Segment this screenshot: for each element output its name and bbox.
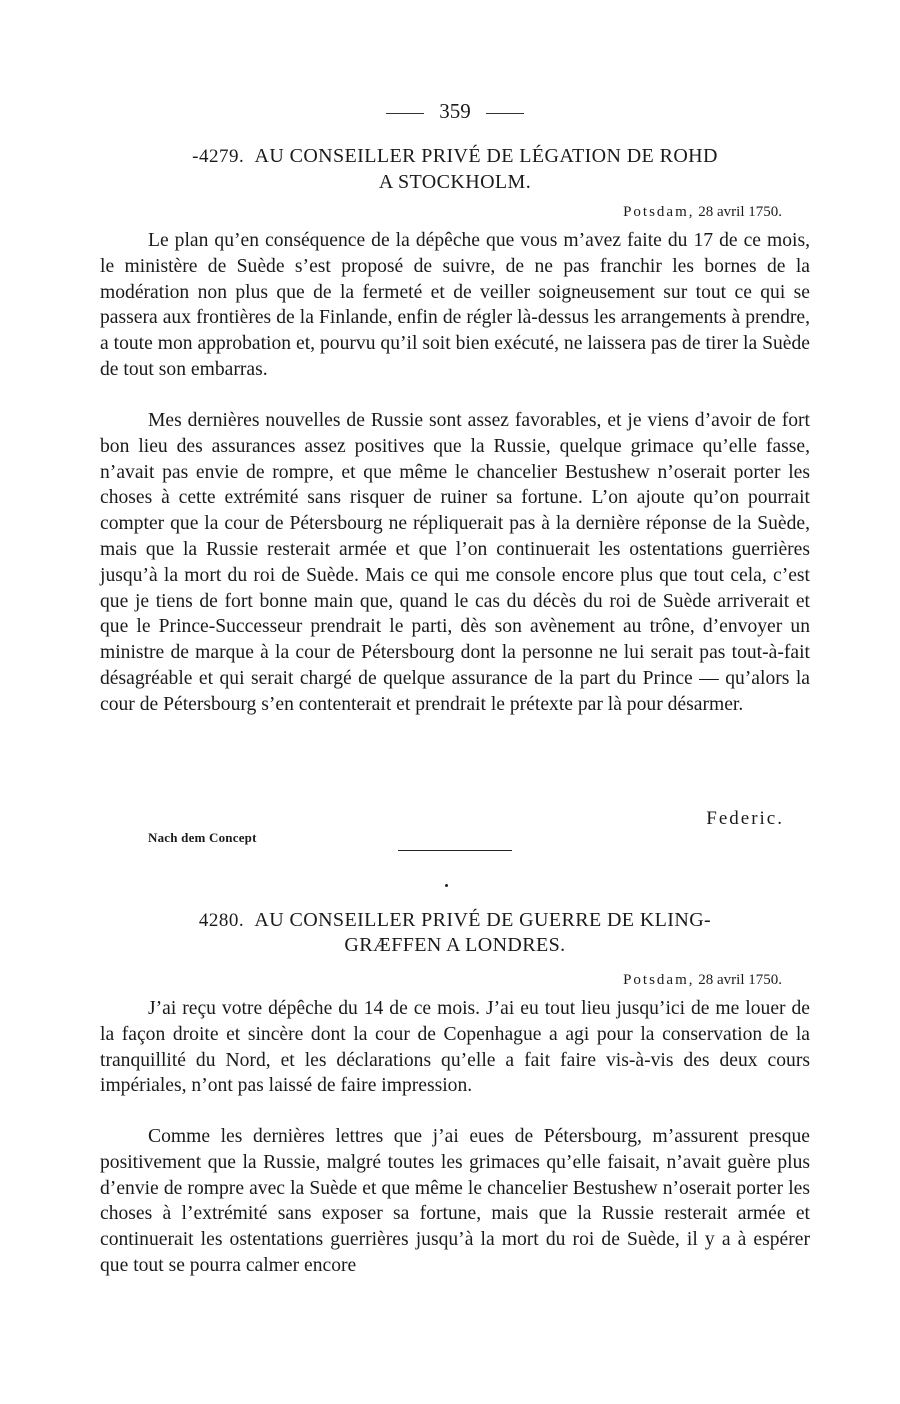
source-note: Nach dem Concept: [148, 830, 257, 845]
letter-signature: Federic.: [706, 808, 784, 829]
letter-paragraph: Comme les dernières lettres que j’ai eues de Pétersbourg, m’assurent presque positivement que la Russie, malgré toutes les grimaces qu’elle faisait, n’avait guère plus d’envie de rompre avec la Suède et que même le chancelier Bestushew n’oserait porter les choses à l’extrémité sans exposer sa fortune, mais que la Russie resterait armée et continuerait les ostentations guerrières jusqu’à la mort du roi de Suède, il y a à espérer que tout se pourra calmer encore: [100, 1126, 810, 1276]
letter-heading-line1: [100, 908, 810, 933]
letter-dateline: [623, 970, 782, 990]
date-text: 28 avril 1750.: [698, 204, 782, 220]
header-dash-right: [486, 113, 524, 114]
letter-paragraph: Mes dernières nouvelles de Russie sont assez favorables, et je viens d’avoir de fort bon lieu des assurances assez positives que la Russie, quelque grimace qu’elle fasse, n’avait pas envie de rompre, et que même le chancelier Bestushew n’oserait porter les choses à cette extrémité sans risquer de ruiner sa fortune. L’on ajoute qu’on pourrait compter que la cour de Pétersbourg ne répliquerait pas à la dernière réponse de la Suède, mais que la Russie resterait armée et que l’on continuerait les ostentations guerrières jusqu’à la mort du roi de Suède. Mais ce qui me console encore plus que tout cela, c’est que je tiens de fort bonne main que, quand le cas du décès du roi de Suède arriverait et que le Prince-Successeur prendrait le parti, dès son avènement au trône, d’envoyer un ministre de marque à la cour de Pétersbourg dont la personne ne lui serait pas tout-à-fait désagréable et qui serait chargé de quelque assurance de la part du Prince — qu’alors la cour de Pétersbourg s’en contenterait et prendrait le prétexte par là pour désarmer.: [100, 410, 810, 715]
document-page: [100, 0, 810, 1404]
letter-heading-line2: A STOCKHOLM.: [378, 171, 532, 193]
letter-heading-line1: [100, 144, 810, 169]
divider-dot: [445, 884, 448, 887]
letter-heading-line2: GRÆFFEN A LONDRES.: [344, 934, 566, 956]
letter-dateline: [623, 202, 782, 222]
date-place: Potsdam,: [623, 972, 695, 988]
section-divider: [398, 850, 512, 851]
letter-heading-text: AU CONSEILLER PRIVÉ DE GUERRE DE KLING-: [254, 909, 712, 931]
letter-paragraph: Le plan qu’en conséquence de la dépêche que vous m’avez faite du 17 de ce mois, le ministère de Suède s’est proposé de suivre, de ne pas franchir les bornes de la modération non plus que de la fermeté et de veiller soigneusement sur tout ce qui se passera aux frontières de la Finlande, enfin de régler là-dessus les arrangements à prendre, a toute mon approbation et, pourvu qu’il soit bien exécuté, ne laissera pas de tirer la Suède de tout son embarras.: [100, 230, 810, 380]
date-text: 28 avril 1750.: [698, 972, 782, 988]
letter-paragraph: J’ai reçu votre dépêche du 14 de ce mois. J’ai eu tout lieu jusqu’ici de me louer de la façon droite et sincère dont la cour de Copenhague a agi pour la conservation de la tranquillité du Nord, et les déclarations qu’elle a fait faire vis-à-vis des deux cours impériales, n’ont pas laissé de faire impression.: [100, 998, 810, 1097]
header-dash-left: [386, 113, 424, 114]
letter-number: 4280.: [198, 910, 245, 931]
page-header: [100, 98, 810, 124]
page-number: 359: [439, 99, 471, 123]
letter-number: -4279.: [192, 146, 245, 167]
letter-heading-text: AU CONSEILLER PRIVÉ DE LÉGATION DE ROHD: [254, 145, 718, 167]
date-place: Potsdam,: [623, 204, 695, 220]
